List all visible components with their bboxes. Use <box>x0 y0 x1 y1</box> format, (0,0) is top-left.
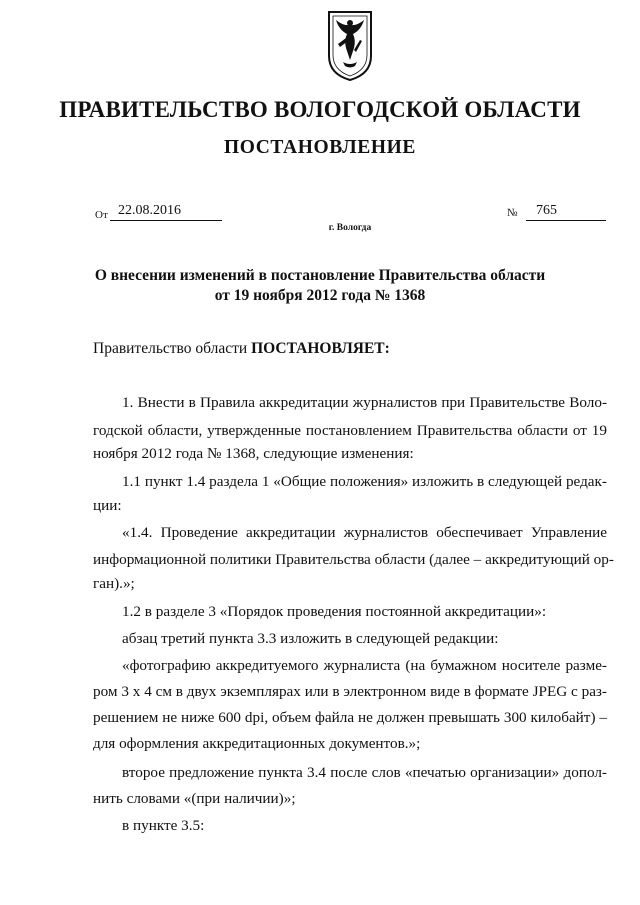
body-line: годской области, утвержденные постановлением Правительства области от 19 <box>93 422 607 439</box>
coat-of-arms-icon <box>327 10 373 82</box>
body-line: ноября 2012 года № 1368, следующие изменения: <box>93 445 414 462</box>
body-line: для оформления аккредитационных документов.»; <box>93 735 421 752</box>
number-value: 765 <box>526 203 606 221</box>
body-line: нить словами «(при наличии)»; <box>93 790 296 807</box>
number-label: № <box>507 207 518 219</box>
body-line: решением не ниже 600 dpi, объем файла не должен превышать 300 килобайт) – <box>93 709 607 726</box>
body-line: «фотографию аккредитуемого журналиста (на бумажном носителе разме- <box>122 657 607 674</box>
preamble <box>93 340 390 358</box>
body-line: ган).»; <box>93 575 135 592</box>
preamble-text: Правительство области <box>93 340 252 357</box>
body-line: 1.1 пункт 1.4 раздела 1 «Общие положения» изложить в следующей редак- <box>122 473 607 490</box>
date-value: 22.08.2016 <box>110 203 222 221</box>
document-subject <box>0 266 640 306</box>
subject-line: О внесении изменений в постановление Правительства области <box>94 267 546 284</box>
subject-line: от 19 ноября 2012 года № 1368 <box>214 287 426 304</box>
body-line: ром 3 х 4 см в двух экземплярах или в электронном виде в формате JPEG с раз- <box>93 683 607 700</box>
body-line: «1.4. Проведение аккредитации журналистов обеспечивает Управление <box>122 524 607 541</box>
body-line: 1. Внести в Правила аккредитации журналистов при Правительстве Воло- <box>122 394 607 411</box>
body-line: в пункте 3.5: <box>122 817 205 834</box>
body-line: второе предложение пункта 3.4 после слов «печатью организации» допол- <box>122 764 607 781</box>
date-label: От <box>95 209 108 221</box>
city-label: г. Вологда <box>328 223 372 233</box>
body-line: информационной политики Правительства области (далее – аккредитующий ор- <box>93 551 614 568</box>
preamble-decree-word: ПОСТАНОВЛЯЕТ: <box>251 340 390 357</box>
body-line: 1.2 в разделе 3 «Порядок проведения постоянной аккредитации»: <box>122 603 547 620</box>
document-type: ПОСТАНОВЛЕНИЕ <box>223 137 417 158</box>
body-line: ции: <box>93 497 122 514</box>
body-line: абзац третий пункта 3.3 изложить в следующей редакции: <box>122 630 499 647</box>
government-title: ПРАВИТЕЛЬСТВО ВОЛОГОДСКОЙ ОБЛАСТИ <box>59 97 581 122</box>
